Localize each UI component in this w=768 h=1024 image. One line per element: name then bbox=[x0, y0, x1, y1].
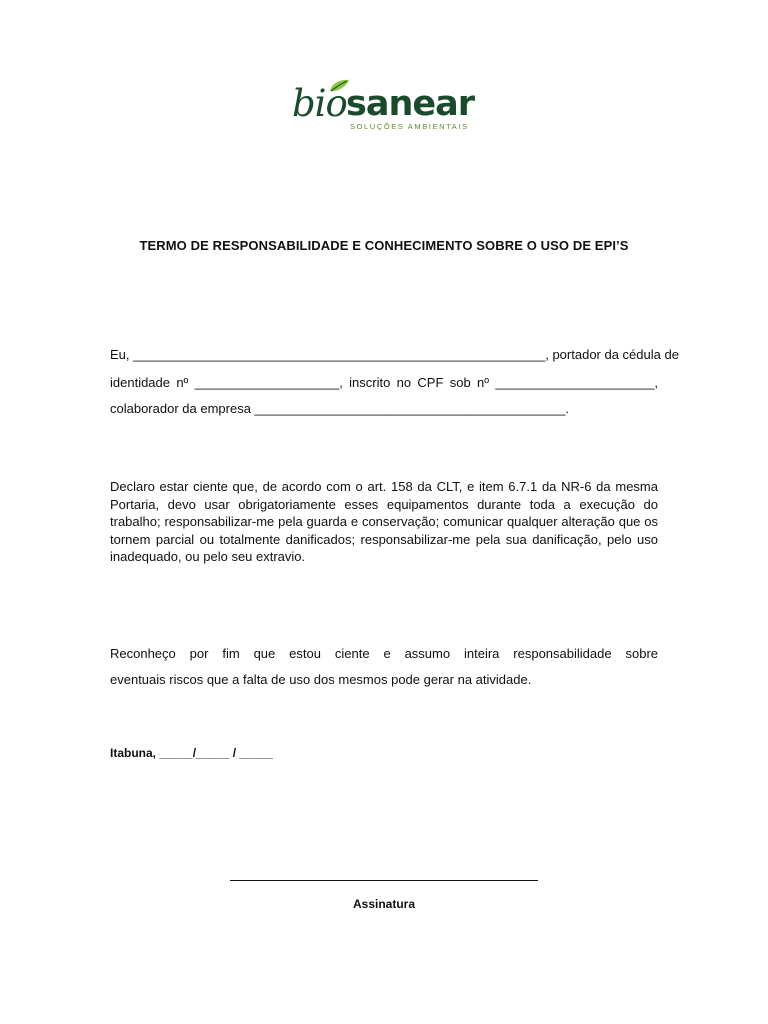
declaration-paragraph: Declaro estar ciente que, de acordo com o art. 158 da CLT, e item 6.7.1 da NR-6 da mesma Portaria, devo usar obrigatoriamente esses equipamentos durante toda a execução do trabalho; responsabilizar-me pela guarda e conservação; comunicar qualquer alteração que os tornem parcial ou totalmente danificados; responsabilizar-me pela sua danificação, pelo uso inadequado, ou pelo seu extravio. bbox=[110, 479, 658, 564]
recognition-line-1: Reconheço por fim que estou ciente e assumo inteira responsabilidade sobre bbox=[110, 646, 658, 661]
form-line-company: colaborador da empresa ___________________________________________. bbox=[110, 401, 570, 416]
form-line-name: Eu, _________________________________________________________, portador da cédula de bbox=[110, 347, 679, 362]
recognition-line-2: eventuais riscos que a falta de uso dos mesmos pode gerar na atividade. bbox=[110, 672, 532, 687]
logo-sanear-text: sanear bbox=[346, 84, 474, 124]
signature-label: Assinatura bbox=[352, 897, 416, 911]
logo-tagline: SOLUÇÕES AMBIENTAIS bbox=[350, 122, 469, 131]
logo-bio-text: bio bbox=[292, 82, 347, 125]
document-title: TERMO DE RESPONSABILIDADE E CONHECIMENTO SOBRE O USO DE EPI’S bbox=[139, 238, 629, 253]
biosanear-logo bbox=[290, 82, 480, 134]
form-line-id-cpf: identidade nº ____________________, inscrito no CPF sob nº ______________________, bbox=[110, 375, 658, 390]
signature-line bbox=[230, 872, 538, 881]
place-date: Itabuna, _____/_____ / _____ bbox=[110, 746, 273, 760]
